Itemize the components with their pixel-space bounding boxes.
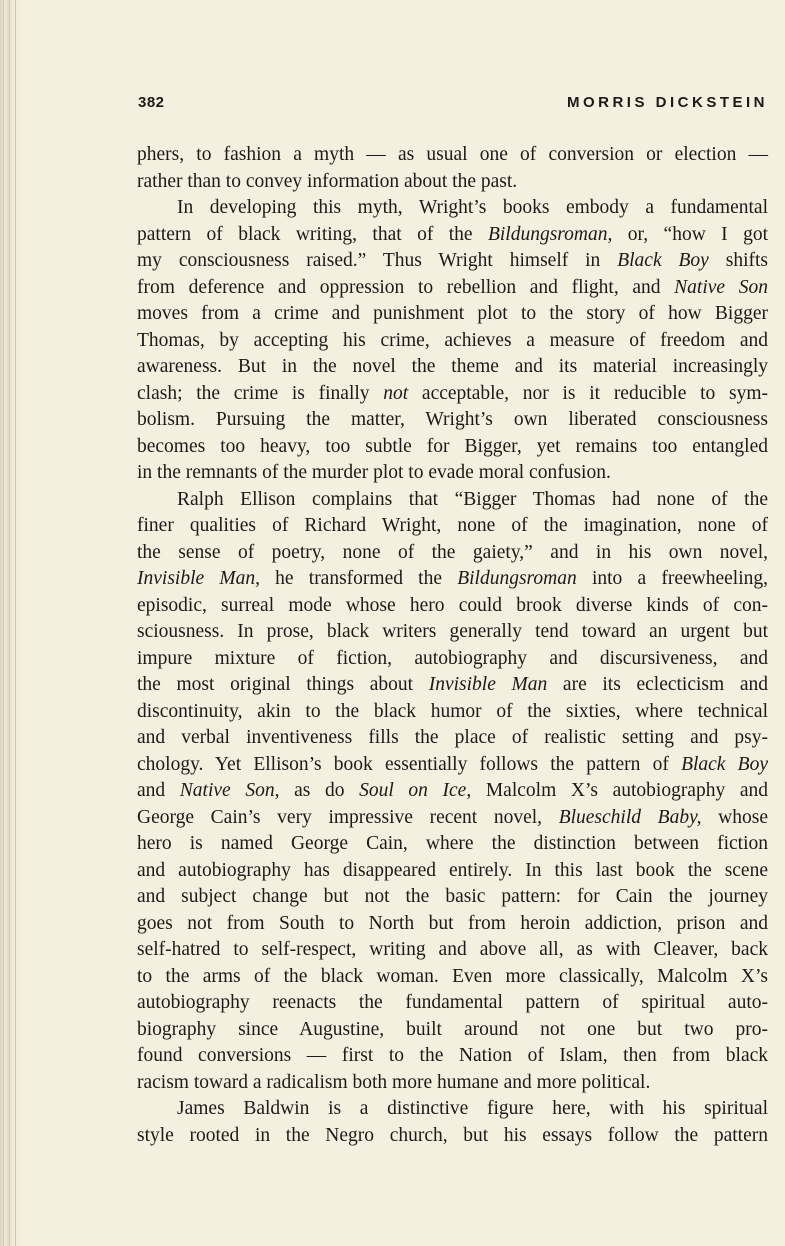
page-header [138,94,768,116]
gutter-line [9,0,10,1246]
page-gutter [0,0,26,1246]
text-run: from deference and oppression to rebellion and flight, and [137,276,675,298]
body-text [137,142,768,1149]
text-run: whose [701,806,769,828]
text-run: chology. Yet Ellison’s book essentially follows the pattern of [137,753,682,775]
italic-text: Invisible Man, [137,568,260,589]
text-line [137,699,768,726]
text-line [137,725,768,752]
text-run: the sense of poetry, none of the gaiety,” and in his own novel, [137,541,768,563]
text-run: Thomas, by accepting his crime, achieves a measure of freedom and [137,329,768,351]
text-line [137,487,768,514]
text-line [137,1017,768,1044]
text-line [137,248,768,275]
text-line [137,301,768,328]
text-run: awareness. But in the novel the theme and its material increasingly [137,356,768,377]
text-line [137,434,768,461]
text-run: as do [279,780,360,801]
italic-text: Blueschild Baby, [558,806,702,828]
text-run: becomes too heavy, too subtle for Bigger, yet remains too entangled [137,435,768,457]
text-line [137,858,768,885]
text-run: discontinuity, akin to the black humor of the sixties, where technical [137,700,768,722]
text-line [137,566,768,593]
text-line [137,778,768,805]
text-run: the most original things about [137,674,429,695]
text-run: pattern of black writing, that of the [137,223,488,245]
text-run: autobiography reenacts the fundamental pattern of spiritual auto- [137,992,768,1013]
text-run: bolism. Pursuing the matter, Wright’s own liberated consciousness [137,409,768,430]
text-line [137,169,768,196]
text-run: James Baldwin is a distinctive figure here, with his spiritual [177,1098,768,1119]
text-run: biography since Augustine, built around not one but two pro- [137,1018,768,1040]
gutter-line [3,0,4,1246]
text-run: acceptable, nor is it reducible to sym- [408,382,768,404]
text-line [137,381,768,408]
italic-text: Native Son, [179,780,280,801]
text-line [137,142,768,169]
text-run: moves from a crime and punishment plot to the story of how Bigger [137,303,768,324]
text-line [137,1043,768,1070]
text-line [137,884,768,911]
text-run: hero is named George Cain, where the distinction between fiction [137,833,768,854]
text-line [137,513,768,540]
text-run: rather than to convey information about the past. [137,170,518,192]
text-line [137,195,768,222]
text-run: impure mixture of fiction, autobiography and discursiveness, and [137,647,768,669]
text-run: in the remnants of the murder plot to evade moral confusion. [137,462,611,483]
italic-text: Invisible Man [428,674,548,695]
text-line [137,1123,768,1150]
text-run: into a freewheeling, [576,568,769,589]
text-line [137,593,768,620]
text-line [137,354,768,381]
text-run: found conversions — first to the Nation of Islam, then from black [137,1045,768,1066]
text-line [137,540,768,567]
text-run: are its eclecticism and [547,674,768,695]
text-run: phers, to fashion a myth — as usual one of conversion or election — [137,144,768,165]
italic-text: Bildungsroman, [487,223,613,245]
running-head: MORRIS DICKSTEIN [566,94,768,111]
text-run: style rooted in the Negro church, but his essays follow the pattern [137,1124,768,1146]
text-run: episodic, surreal mode whose hero could brook diverse kinds of con- [137,594,768,616]
text-line [137,275,768,302]
text-run: my consciousness raised.” Thus Wright himself in [137,250,618,271]
text-line [137,964,768,991]
text-run: racism toward a radicalism both more humane and more political. [137,1071,651,1093]
text-run: Ralph Ellison complains that “Bigger Thomas had none of the [177,488,768,510]
text-run: he transformed the [259,568,458,589]
text-run: In developing this myth, Wright’s books embody a fundamental [177,197,768,218]
italic-text: not [383,382,409,404]
text-line [137,1070,768,1097]
text-run: Malcolm X’s autobiography and [471,780,768,801]
italic-text: Black Boy [617,250,709,271]
page-number: 382 [138,94,165,111]
italic-text: Bildungsroman [457,568,577,589]
text-run: to the arms of the black woman. Even more classically, Malcolm X’s [137,965,768,987]
text-line [137,831,768,858]
text-run: clash; the crime is finally [137,382,384,404]
text-run: George Cain’s very impressive recent novel, [137,806,559,828]
text-run: sciousness. In prose, black writers generally tend toward an urgent but [137,621,768,642]
text-line [137,328,768,355]
text-line [137,646,768,673]
italic-text: Native Son [674,276,768,298]
text-run: self-hatred to self-respect, writing and above all, as with Cleaver, back [137,939,768,960]
text-line [137,911,768,938]
text-line [137,805,768,832]
text-line [137,460,768,487]
text-run: or, “how I got [612,223,768,245]
text-line [137,990,768,1017]
italic-text: Soul on Ice, [359,780,472,801]
text-run: goes not from South to North but from heroin addiction, prison and [137,912,768,934]
text-line [137,619,768,646]
text-run: and autobiography has disappeared entirely. In this last book the scene [137,859,768,881]
text-run: and verbal inventiveness fills the place of realistic setting and psy- [137,727,768,748]
text-run: finer qualities of Richard Wright, none of the imagination, none of [137,515,768,536]
text-line [137,937,768,964]
text-run: and subject change but not the basic pattern: for Cain the journey [137,886,768,907]
italic-text: Black Boy [681,753,768,775]
gutter-line [15,0,16,1246]
text-line [137,222,768,249]
text-line [137,407,768,434]
text-run: and [137,780,180,801]
text-line [137,672,768,699]
text-line [137,1096,768,1123]
text-line [137,752,768,779]
text-run: shifts [708,250,768,271]
